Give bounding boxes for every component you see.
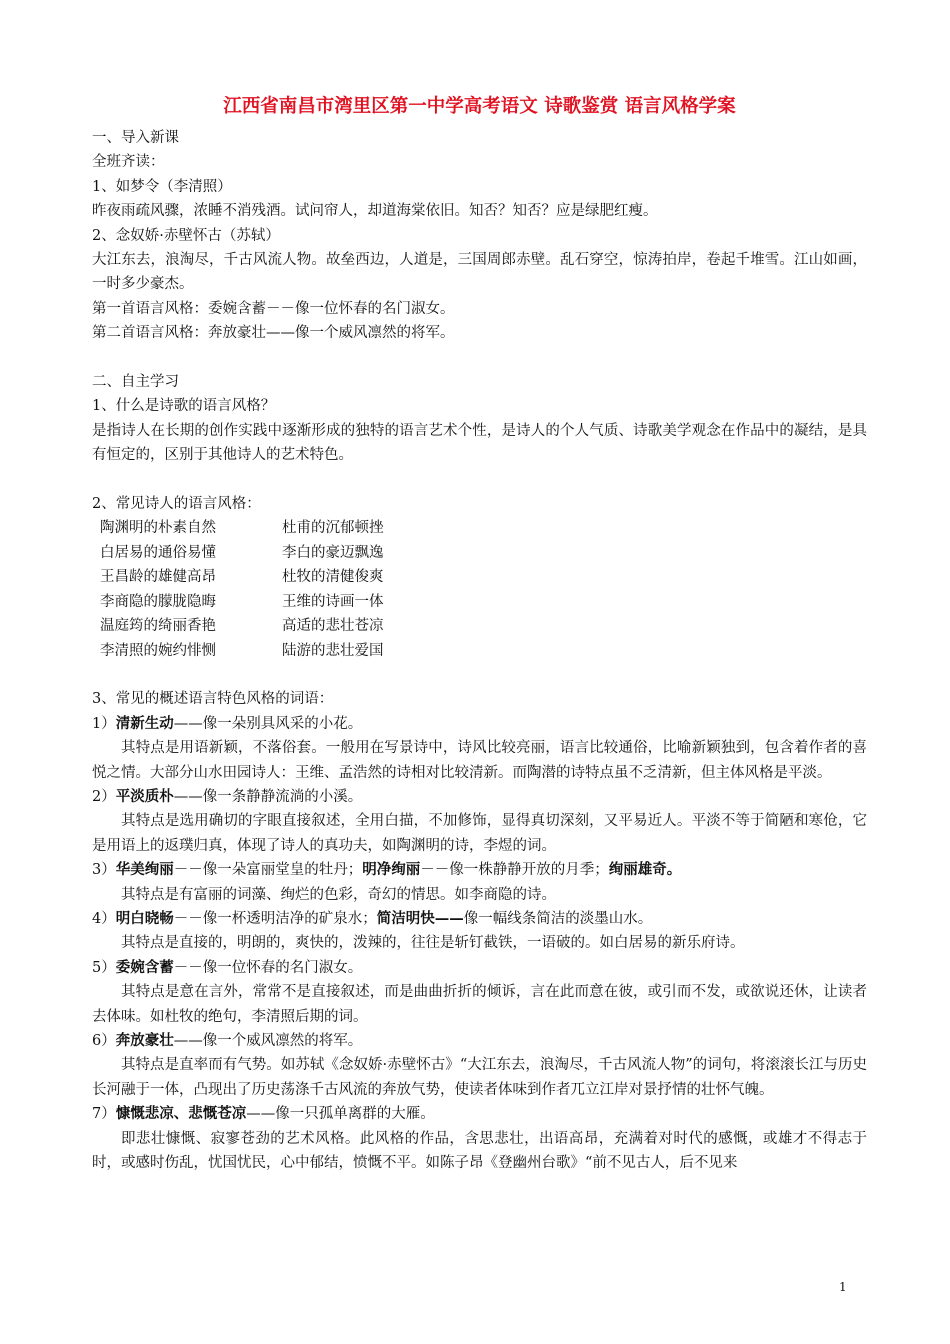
- style-item-text: 其特点是直率而有气势。如苏轼《念奴娇·赤壁怀古》“大江东去，浪淘尽，千古风流人物”的词句，将滚滚长江与历史长河融于一体，凸现出了历史荡涤千古风流的奔放气势，使读者体味到作者兀立江岸对景抒情的壮怀气魄。: [92, 1057, 867, 1098]
- style-item-heading: 3）华美绚丽－－像一朵富丽堂皇的牡丹；明净绚丽－－像一株静静开放的月季；绚丽雄奇。: [92, 861, 682, 879]
- poet-style-cell: 王昌龄的雄健高昂: [100, 569, 216, 586]
- document-page: [92, 92, 867, 1175]
- poem1-style: 第一首语言风格：委婉含蓄－－像一位怀春的名门淑女。: [92, 300, 455, 317]
- style-item-heading: 7）慷慨悲凉、悲慨苍凉——像一只孤单离群的大雁。: [92, 1105, 435, 1123]
- poet-style-cell: 陆游的悲壮爱国: [282, 642, 384, 659]
- style-term: 清新生动: [115, 714, 174, 732]
- poet-style-cell: 杜甫的沉郁顿挫: [282, 520, 384, 537]
- style-item-text: 其特点是用语新颖，不落俗套。一般用在写景诗中，诗风比较亮丽，语言比较通俗，比喻新颖独到，包含着作者的喜悦之情。大部分山水田园诗人：王维、孟浩然的诗相对比较清新。而陶潜的诗特点虽不乏清新，但主体风格是平淡。: [92, 740, 867, 781]
- style-item-heading: 1）清新生动——像一朵别具风采的小花。: [92, 714, 363, 732]
- style-item-heading: 4）明白晓畅－－像一杯透明洁净的矿泉水；简洁明快——像一幅线条简洁的淡墨山水。: [92, 909, 653, 927]
- poet-style-cell: 杜牧的清健俊爽: [282, 569, 384, 586]
- question-1-answer: 是指诗人在长期的创作实践中逐渐形成的独特的语言艺术个性，是诗人的个人气质、诗歌美学观念在作品中的凝结，是具有恒定的，区别于其他诗人的艺术特色。: [92, 422, 867, 464]
- style-term: 奔放豪壮: [115, 1031, 174, 1049]
- spacer: [92, 468, 867, 492]
- section-heading-intro: 一、导入新课: [92, 130, 179, 146]
- poet-style-cell: 李白的豪迈飘逸: [282, 544, 384, 561]
- style-item-text: 其特点是选用确切的字眼直接叙述，全用白描，不加修饰，显得真切深刻，又平易近人。平淡不等于简陋和寒伧，它是用语上的返璞归真，体现了诗人的真功夫，如陶渊明的诗，李煜的词。: [92, 813, 867, 854]
- poem1-text: 昨夜雨疏风骤，浓睡不消残酒。试问帘人，却道海棠依旧。知否？知否？应是绿肥红瘦。: [92, 203, 658, 220]
- question-2: 2、常见诗人的语言风格：: [92, 496, 261, 513]
- spacer: [92, 346, 867, 370]
- question-1: 1、什么是诗歌的语言风格？: [92, 398, 276, 415]
- style-item-text: 即悲壮慷慨、寂寥苍劲的艺术风格。此风格的作品，含思悲壮，出语高昂，充满着对时代的感慨，或雄才不得志于时，或感时伤乱，忧国忧民，心中郁结，愤慨不平。如陈子昂《登幽州台歌》“前不见古人，后不见来: [92, 1130, 867, 1172]
- poet-styles-table: [100, 516, 867, 662]
- style-term: 平淡质朴: [115, 787, 174, 805]
- style-term: 慷慨悲凉、悲慨苍凉: [115, 1105, 247, 1123]
- style-item-heading: 5）委婉含蓄－－像一位怀春的名门淑女。: [92, 958, 363, 976]
- poet-style-cell: 李商隐的朦胧隐晦: [100, 593, 216, 610]
- poet-style-cell: 温庭筠的绮丽香艳: [100, 618, 216, 635]
- style-item-text: 其特点是直接的，明朗的，爽快的，泼辣的，往往是斩钉截铁，一语破的。如白居易的新乐府诗。: [121, 935, 745, 952]
- poet-style-cell: 高适的悲壮苍凉: [282, 618, 384, 635]
- poem2-title: 2、念奴娇·赤壁怀古（苏轼）: [92, 227, 280, 244]
- question-3: 3、常见的概述语言特色风格的词语：: [92, 691, 334, 708]
- spacer: [92, 663, 867, 687]
- poet-style-cell: 白居易的通俗易懂: [100, 544, 216, 561]
- section-heading-self-study: 二、自主学习: [92, 374, 179, 391]
- poet-style-cell: 陶渊明的朴素自然: [100, 520, 216, 537]
- poem2-text: 大江东去，浪淘尽，千古风流人物。故垒西边，人道是，三国周郎赤壁。乱石穿空，惊涛拍岸，卷起千堆雪。江山如画，一时多少豪杰。: [92, 252, 867, 293]
- style-term: 明白晓畅: [115, 909, 174, 927]
- style-item-heading: 6）奔放豪壮——像一个威风凛然的将军。: [92, 1031, 363, 1049]
- page-number: 1: [839, 1280, 847, 1294]
- style-term: 绚丽雄奇。: [608, 861, 682, 879]
- document-title: 江西省南昌市湾里区第一中学高考语文 诗歌鉴赏 语言风格学案: [223, 96, 736, 117]
- poet-style-cell: 李清照的婉约悱恻: [100, 642, 216, 659]
- style-term: 华美绚丽: [115, 861, 174, 879]
- poet-style-cell: 王维的诗画一体: [282, 593, 384, 610]
- style-term: 简洁明快——: [376, 909, 464, 927]
- read-together-label: 全班齐读：: [92, 154, 165, 171]
- poem2-style: 第二首语言风格：奔放豪壮——像一个威风凛然的将军。: [92, 325, 455, 342]
- style-item-text: 其特点是意在言外，常常不是直接叙述，而是曲曲折折的倾诉，言在此而意在彼，或引而不发，或欲说还休，让读者去体味。如杜牧的绝句，李清照后期的词。: [92, 984, 867, 1025]
- style-term: 明净绚丽: [362, 861, 421, 879]
- poem1-title: 1、如梦令（李清照）: [92, 178, 232, 195]
- style-item-text: 其特点是有富丽的词藻、绚烂的色彩，奇幻的情思。如李商隐的诗。: [121, 886, 556, 903]
- style-item-heading: 2）平淡质朴——像一条静静流淌的小溪。: [92, 787, 363, 805]
- style-term: 委婉含蓄: [115, 958, 174, 976]
